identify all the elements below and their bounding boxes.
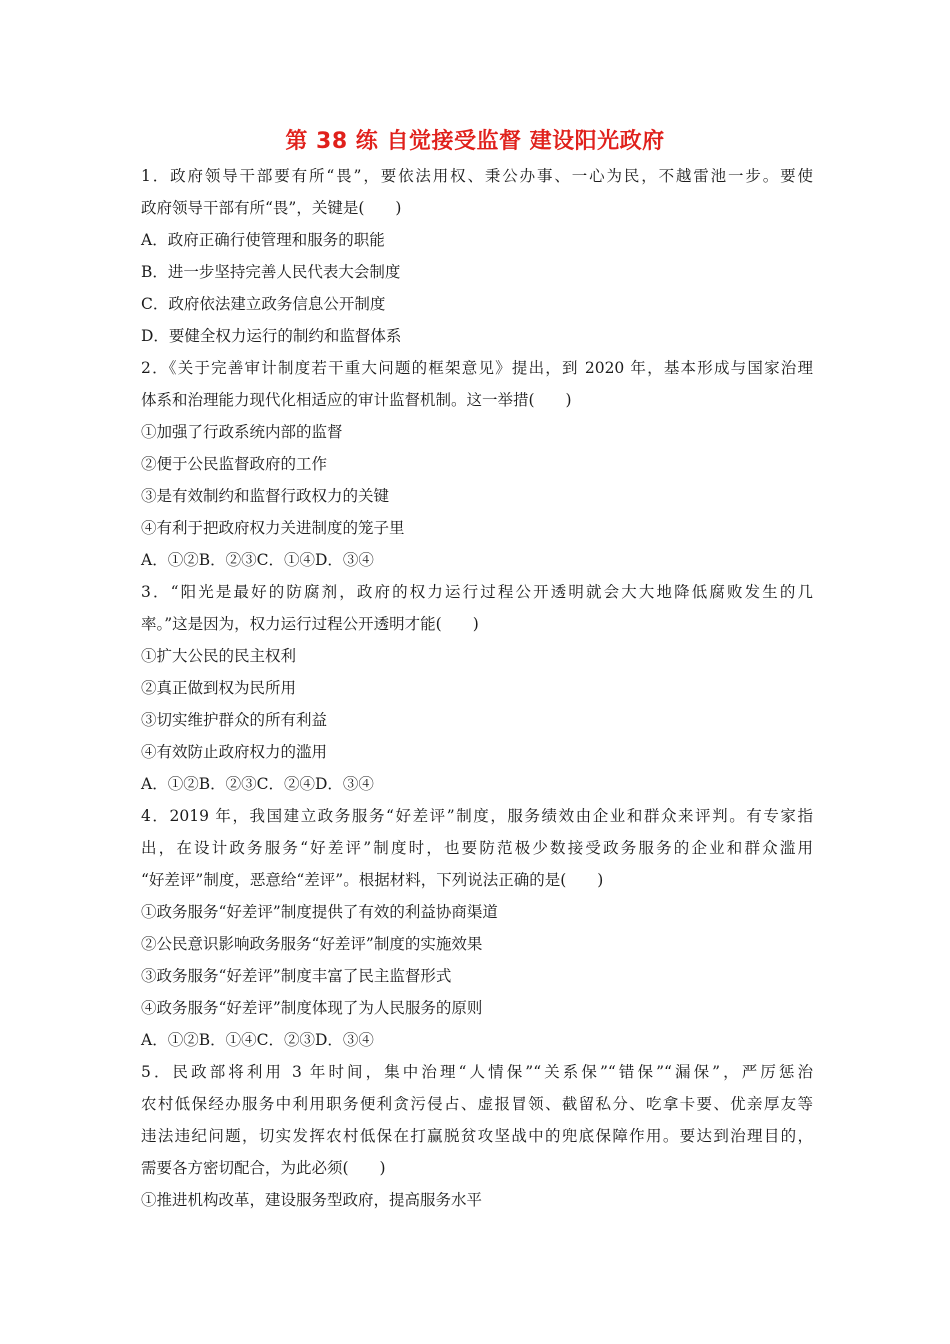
- page-title: 第 38 练 自觉接受监督 建设阳光政府: [285, 129, 665, 154]
- question-4-statement-4: ④政务服务“好差评”制度体现了为人民服务的原则: [141, 999, 483, 1017]
- question-1-option-c: C．政府依法建立政务信息公开制度: [141, 295, 386, 313]
- question-5-stem-line-4: 需要各方密切配合，为此必须( ): [141, 1159, 386, 1177]
- question-3-answer-choices: A．①②B．②③C．②④D．③④: [141, 775, 374, 793]
- question-4-statement-2: ②公民意识影响政务服务“好差评”制度的实施效果: [141, 935, 483, 953]
- question-1-option-b: B．进一步坚持完善人民代表大会制度: [141, 263, 401, 281]
- question-3-statement-2: ②真正做到权为民所用: [141, 679, 297, 697]
- question-2-stem-line-1: 2．《关于完善审计制度若干重大问题的框架意见》提出，到 2020 年，基本形成与国家治理: [141, 359, 813, 377]
- question-2-statement-1: ①加强了行政系统内部的监督: [141, 423, 343, 441]
- question-3-stem-line-1: 3．“阳光是最好的防腐剂，政府的权力运行过程公开透明就会大大地降低腐败发生的几: [141, 583, 813, 601]
- question-2-statement-4: ④有利于把政府权力关进制度的笼子里: [141, 519, 405, 537]
- question-4-stem-line-2: 出，在设计政务服务“好差评”制度时，也要防范极少数接受政务服务的企业和群众滥用: [141, 839, 813, 857]
- question-2-statement-3: ③是有效制约和监督行政权力的关键: [141, 487, 390, 505]
- question-1-stem-line-1: 1．政府领导干部要有所“畏”，要依法用权、秉公办事、一心为民，不越雷池一步。要使: [141, 167, 813, 185]
- question-4-stem-line-1: 4．2019 年，我国建立政务服务“好差评”制度，服务绩效由企业和群众来评判。有专家指: [141, 807, 813, 825]
- question-4-statement-1: ①政务服务“好差评”制度提供了有效的利益协商渠道: [141, 903, 498, 921]
- question-4-statement-3: ③政务服务“好差评”制度丰富了民主监督形式: [141, 967, 452, 985]
- question-3-statement-3: ③切实维护群众的所有利益: [141, 711, 328, 729]
- question-3-statement-1: ①扩大公民的民主权利: [141, 647, 297, 665]
- question-2-stem-line-2: 体系和治理能力现代化相适应的审计监督机制。这一举措( ): [141, 391, 572, 409]
- question-5-statement-1: ①推进机构改革，建设服务型政府，提高服务水平: [141, 1191, 483, 1209]
- question-2-answer-choices: A．①②B．②③C．①④D．③④: [141, 551, 374, 569]
- question-list: [141, 160, 813, 1216]
- question-4-stem-line-3: “好差评”制度，恶意给“差评”。根据材料，下列说法正确的是( ): [141, 871, 604, 889]
- question-1-option-a: A．政府正确行使管理和服务的职能: [141, 231, 385, 249]
- question-1-option-d: D．要健全权力运行的制约和监督体系: [141, 327, 402, 345]
- question-5-stem-line-3: 违法违纪问题，切实发挥农村低保在打赢脱贫攻坚战中的兜底保障作用。要达到治理目的，: [141, 1127, 813, 1145]
- question-4-answer-choices: A．①②B．①④C．②③D．③④: [141, 1031, 374, 1049]
- question-5-stem-line-1: 5．民政部将利用 3 年时间，集中治理“人情保”“关系保”“错保”“漏保”，严厉惩治: [141, 1063, 813, 1081]
- question-3-stem-line-2: 率。”这是因为，权力运行过程公开透明才能( ): [141, 615, 479, 633]
- question-2-statement-2: ②便于公民监督政府的工作: [141, 455, 328, 473]
- question-3-statement-4: ④有效防止政府权力的滥用: [141, 743, 328, 761]
- question-1-stem-line-2: 政府领导干部有所“畏”，关键是( ): [141, 199, 402, 217]
- question-5-stem-line-2: 农村低保经办服务中利用职务便利贪污侵占、虚报冒领、截留私分、吃拿卡要、优亲厚友等: [141, 1095, 813, 1113]
